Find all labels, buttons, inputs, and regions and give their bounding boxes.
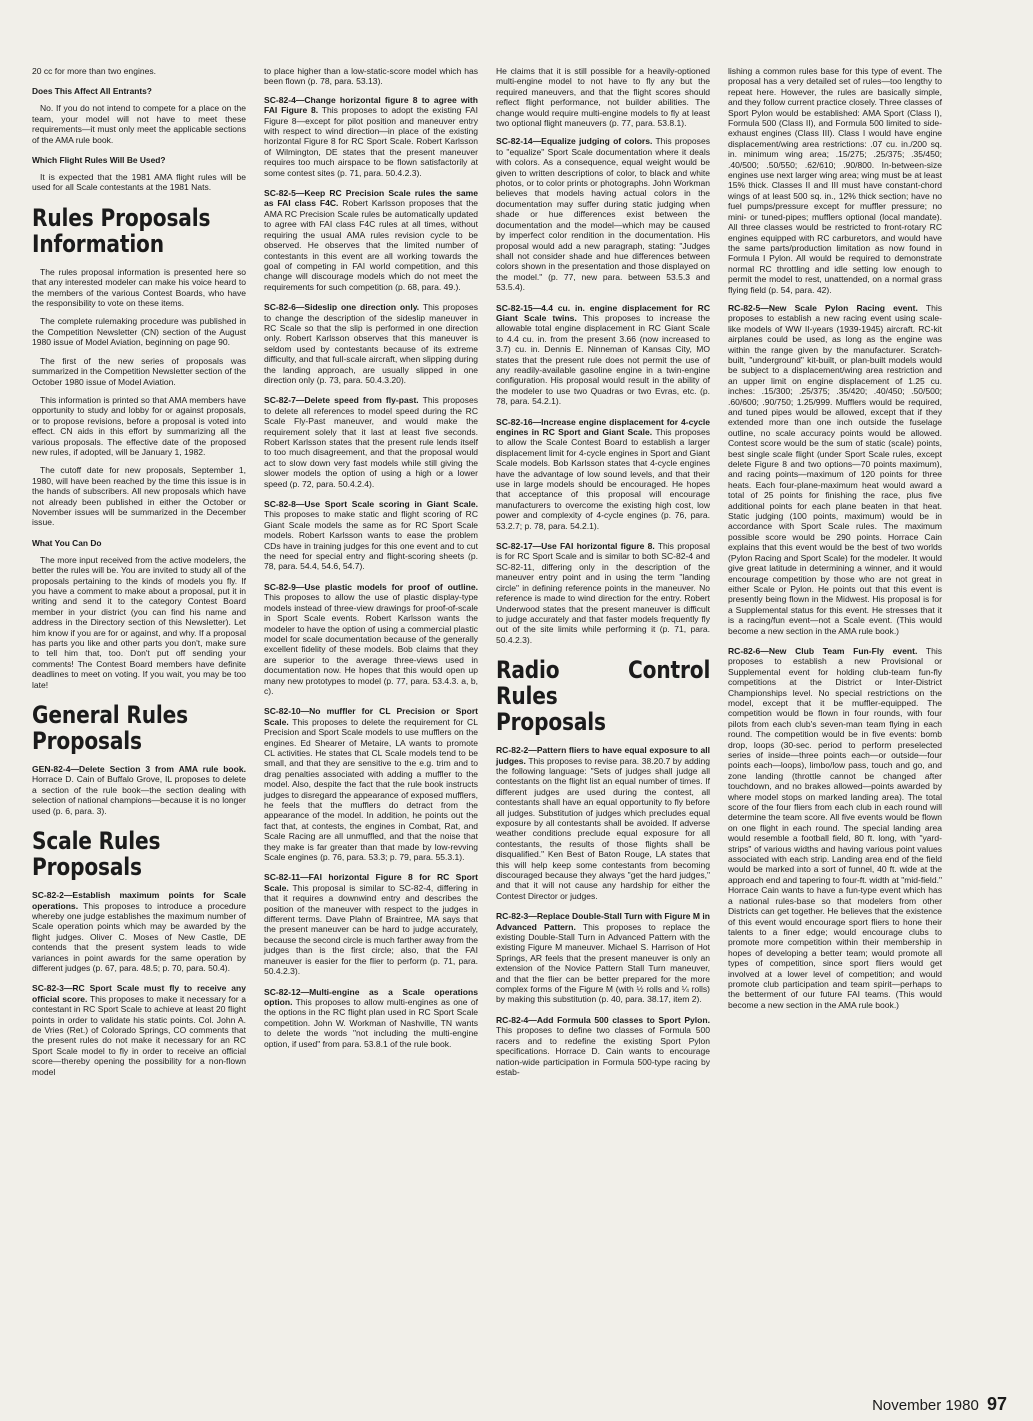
subheading-does-this-affect: Does This Affect All Entrants? xyxy=(32,86,152,97)
proposal-text: This proposes to introduce a procedure whereby one judge establishes the maximum number of Scale operation points which may be awarded by the flight judges. Oliver C. Moses of New Castle, DE contends that the present system leads to wide variances in point awards for the same operation by different judges (p. 67, para. 48.5; p. 70, para. 50.4). xyxy=(32,900,246,973)
paragraph: It is expected that the 1981 AMA flight rules will be used for all Scale contestants at the 1981 Nats. xyxy=(32,172,246,193)
proposal-text: This proposes to establish a new racing event using scale-like models of WW II-years (1939-1945) aircraft. RC-kit airplanes could be used, as long as the engine was within the range given by the manufacturer. Scratch-built, "underground" kit-built, or plan-built models would be subject to a displacement/wing area restriction and an upper limit on engine displacement of 1.25 cu. inches: .15/300; .25/375; .35/420; .40/450; .50/500; .60/600; .90/750; 1.25/999. Mufflers would be required, and tuned pipes would be allowed, except that if they extended more than one inch outside the fuselage outline, no scale accuracy points would be allowed. Contest score would be the sum of static (scale) points, best single scale flight (under Sport Scale rules, except delete Figure 8 and two options—70 points maximum), and racing points—maximum of 120 points for three heats. Each four-plane-maximum heat would award a total of 25 points for finishing the race, plus five additional points for each plane beaten in that heat. Static judging (100 points, maximum) would be in accordance with Sport Scale rules. The maximum possible score would be 290 points. Horrace Cain explains that this event would be the best of two worlds (Pylon Racing and Sport Scale) for the modeler. It would give great latitude in determining a winner, and it would encourage competition by those who are not great in either Scale or Pylon. He points out that this event is presently being flown in the Midwest. His proposal is for a Supplemental status for this event. He stresses that it is a racing/fun event—not a Scale event. (This would become a new section in the AMA rule book.) xyxy=(728,302,942,636)
proposal-code: SC-82-5—Keep RC Precision Scale rules the same as FAI class F4C. xyxy=(264,188,478,209)
proposal-entry xyxy=(496,745,710,901)
proposal-text: This proposes to establish a new Provisional or Supplemental event for holding club-team fun-fly competitions at the District or Inter-District Championships level. No special restrictions on the model, except that it be muffler-equipped. The competition would be flown in four rounds, with four pilots from each club's seven-man team flying in each round. The competition would be in five events: bomb drop, loops (30-sec. period to perform preselected series of inside—three points each—or outside—four points each—loops), limbo/low pass, touch and go, and zone landing (throttle cannot be changed after touchdown, and no brakes allowed—points awarded by where model stops on marked landing area). The total score of the four fliers from each club in each round will determine the team score. All five events would be flown on one flight in each round. The special landing area would resemble a football field, 80 ft. long, with "yard-strips" of various widths and having various point values associated with each strip. Landing area end of the field would be marked into a sort of funnel, 40 ft. wide at the approach end and tapering to four-ft. width at "mid-field." Horrace Cain wants to have a fun-type event which has a national rules-base so that modelers from other Districts can get together. He believes that the existence of this event would encourage sport fliers to hone their talents to a finer edge; would encourage clubs to promote more competition within their membership in hopes of developing a better team; would promote all types of competition, since sport fliers would get involved at a lower level of competition; and would promote club participation and team spirit—perhaps to the betterment of our future FAI teams. (This would become a new section in the AMA rule book.) xyxy=(728,645,942,1010)
proposal-code: SC-82-14—Equalize judging of colors. xyxy=(496,136,653,147)
proposal-code: RC-82-3—Replace Double-Stall Turn with Figure M in Advanced Pattern. xyxy=(496,911,711,932)
proposal-code: SC-82-12—Multi-engine as a Scale operations option. xyxy=(264,986,478,1007)
proposal-entry xyxy=(264,706,478,862)
proposal-code: GEN-82-4—Delete Section 3 from AMA rule book. xyxy=(32,764,246,775)
proposal-entry xyxy=(496,303,710,407)
proposal-text: This proposes to adopt the existing FAI Figure 8—except for pilot position and maneuver entry with respect to wind direction—in place of the existing horizontal Figure 8 for RC Sport Scale. Robert Karlsson of Wilmington, DE states that the present maneuver requires too much airspace to be flown satisfactorily at some contest sites (p. 71, para. 50.4.2.3). xyxy=(264,105,478,178)
proposal-entry xyxy=(264,499,478,572)
continued-text: to place higher than a low-static-score model which has been flown (p. 78, para. 53.13). xyxy=(264,66,478,87)
proposal-text: This proposes to change the description of the sideslip maneuver in RC Scale so that the slip is performed in one direction only. Robert Karlsson observes that this maneuver is seldom used by contestants because of its extreme difficulty, and that full-scale aircraft, when slipping during the landing approach, are usually slipped in one direction only (p. 73, para. 50.4.3.20). xyxy=(264,302,478,385)
proposal-code: RC-82-4—Add Formula 500 classes to Sport Pylon. xyxy=(496,1014,710,1025)
proposal-text: Robert Karlsson proposes that the AMA RC Precision Scale rules be automatically updated to agree with FAI class F4C rules at all times, without requiring the usual AMA rules revision cycle to be observed. He observes that the limited number of contestants in this event are all working towards the goal of competing in FAI world competition, and this change will discourage models which do not meet the requirements for such competition (p. 68, para. 49.). xyxy=(264,198,479,292)
proposal-code: SC-82-2—Establish maximum points for Scale operations. xyxy=(32,890,246,911)
proposal-text: This proposes to delete the requirement for CL Precision and Sport Scale models to use mufflers on the engines. Ed Shearer of Metaire, LA wants to promote CL activities. He states that CL Scale models tend to be small, and that they are sensitive to the e.g. trim and to drag penalties associated with adding a muffler to the model. Also, despite the fact that the rule book instructs judges to disregard the appearance of exposed mufflers, he feels that the mufflers do detract from the appearance of the model. In addition, he points out the fact that, at contests, the engines in Combat, Rat, and Scale Racing are all unmuffled, and that the noise that they make is far greater than that made by low-revving Scale engines (p. 76, para. 53.3; p. 79, para. 55.3.1). xyxy=(264,716,478,863)
proposal-text: This proposes to allow multi-engines as one of the options in the RC flight plan used in RC Sport Scale competition. John W. Workman of Nashville, TN wants to delete the words "not including the multi-engine option, if used" from para. 53.8.1 of the rule book. xyxy=(264,996,478,1049)
paragraph: The rules proposal information is presented here so that any interested modeler can make his voice heard to the members of the various Contest Boards, who have the responsibility to vote on these items. xyxy=(32,266,246,309)
proposal-text: This proposes to make it necessary for a contestant in RC Sport Scale to achieve at least 20 flight points in order to validate his static points. Col. John A. de Vries (Ret.) of Colorado Springs, CO comments that the present rules do not make it necessary for an RC Sport Scale model to fly in order to receive an official score—thereby opening the possibility for a non-flown model xyxy=(32,993,246,1077)
proposal-entry xyxy=(728,646,942,1010)
proposal-entry xyxy=(496,417,710,531)
proposal-code: RC-82-2—Pattern fliers to have equal exposure to all judges. xyxy=(496,745,710,766)
proposal-code: SC-82-4—Change horizontal figure 8 to agree with FAI Figure 8. xyxy=(264,94,478,116)
proposal-code: SC-82-9—Use plastic models for proof of outline. xyxy=(264,581,478,592)
proposal-entry xyxy=(496,541,710,645)
footer-issue-date: November 1980 xyxy=(872,1397,979,1414)
proposal-entry xyxy=(264,188,478,292)
proposal-entry xyxy=(264,582,478,696)
proposal-text: This proposes to allow the use of plastic display-type models instead of three-view drawings for proof-of-scale in Sport Scale events. Robert Karlsson wants the modeler to have the option of using a commercial plastic model for scale documentation because of the generally excellent fidelity of these models. Bob claims that they are superior to the average three-views used in documentation now. He hopes that this would open up many new prototypes to model (p. 77, para. 53.4.3. a, b, c). xyxy=(264,592,478,696)
proposal-entry xyxy=(264,987,478,1049)
proposal-code: SC-82-15—4.4 cu. in. engine displacement for RC Giant Scale twins. xyxy=(496,302,710,323)
proposal-code: RC-82-6—New Club Team Fun-Fly event. xyxy=(728,645,918,656)
paragraph: The complete rulemaking procedure was published in the Competition Newsletter (CN) section of the August 1980 issue of Model Aviation, beginning on page 90. xyxy=(32,316,246,348)
column-4 xyxy=(728,66,942,1020)
paragraph: The first of the new series of proposals was summarized in the Competition Newsletter section of the October 1980 issue of Model Aviation. xyxy=(32,355,246,387)
column-2 xyxy=(264,66,478,1059)
proposal-entry xyxy=(496,136,710,292)
proposal-text: Horrace D. Cain of Buffalo Grove, IL proposes to delete a section of the rule book—the section dealing with selection of national champions—because it is no longer used (p. 6, para. 3). xyxy=(32,774,246,816)
continued-text: lishing a common rules base for this type of event. The proposal has a very detailed set of rules—too lengthy to repeat here. However, the rules are basically simple, and they follow current practice closely. Three classes of Sport Pylon would be established: AMA Sport (Class I), Formula 500 (Class II), and Formula 500 limited to side-exhaust engines (Class III). Class I would have engine displacement/wing area restrictions: .07 cu. in./200 sq. in. minimum wing area; .15/275; .25/375; .35/450; .40/500; .50/550; .62/610; .90/800. In-between-size engines use next larger wing area; wing must be at least 15% thick. Classes II and III must have constant-chord wings of at least 500 sq. in., 12% thick section; have no fuel pumps/pressure except for muffler pressure; no mini- or tuned-pipes; mufflers optional (local mandate). All three classes would be restricted to front-rotary RC engines equipped with RC carburetors, and would have the same parts/production limitation as now found in Formula I Pylon. All would be required to demonstrate normal RC throttling and idle setting low enough to permit the model to rest, unattended, on a normal grass flying field (p. 54, para. 42). xyxy=(728,66,942,295)
proposal-text: This proposes to increase the allowable total engine displacement in RC Giant Scale to 4.4 cu. in. from the present 3.66 (now increased to 3.7) cu. in. Dennis E. Ninneman of Kansas City, MO states that the present rule does not permit the use of any readily-available gasoline engine in a twin-engine configuration. His proposal would result in the ability of the modeler to use two Quadras or two Evras, etc. (p. 78, para. 54.2.1). xyxy=(496,312,710,407)
proposal-code: SC-82-16—Increase engine displacement for 4-cycle engines in RC Sport and Giant Scale. xyxy=(496,416,710,437)
proposal-entry xyxy=(496,1015,710,1077)
proposal-code: SC-82-7—Delete speed from fly-past. xyxy=(264,395,419,406)
headline-radio-control-rules-proposals: Radio Control Rules Proposals xyxy=(496,656,711,737)
proposal-text: This proposes to define two classes of Formula 500 racers and to redefine the existing Sport Pylon specifications. Horrace D. Cain wants to encourage nation-wide participation in Formula 500-type racing by estab- xyxy=(496,1025,710,1077)
proposal-code: RC-82-5—New Scale Pylon Racing event. xyxy=(728,302,918,313)
column-3 xyxy=(496,66,710,1087)
paragraph: The more input received from the active modelers, the better the rules will be. You are invited to study all of the proposals pertaining to the kinds of models you fly. If you have a comment to make about a proposal, put it in writing and send it to the category Contest Board member in your district (you can find his name and address in the Directory section of this Newsletter). Let him know if you are for or against, and why. If a proposal has parts you like and other parts you don't, make sure to tell him that, too. Don't put off sending your comments! The Contest Board members have definite deadlines to meet on voting. If you wait, you may be too late! xyxy=(32,554,246,690)
proposal-entry xyxy=(264,95,478,178)
proposal-entry xyxy=(264,395,478,489)
subheading-which-flight-rules: Which Flight Rules Will Be Used? xyxy=(32,155,166,166)
proposal-code: SC-82-11—FAI horizontal Figure 8 for RC Sport Scale. xyxy=(264,872,478,893)
proposal-code: SC-82-10—No muffler for CL Precision or Sport Scale. xyxy=(264,706,478,727)
proposal-code: SC-82-8—Use Sport Scale scoring in Giant Scale. xyxy=(264,499,478,510)
proposal-entry xyxy=(728,303,942,636)
proposal-entry xyxy=(32,890,246,973)
intro-text: 20 cc for more than two engines. xyxy=(32,66,156,76)
page-number: 97 xyxy=(986,1394,1007,1414)
proposal-code: SC-82-3—RC Sport Scale must fly to receive any official score. xyxy=(32,983,246,1004)
headline-general-rules-proposals: General Rules Proposals xyxy=(32,701,189,756)
proposal-code: SC-82-6—Sideslip one direction only. xyxy=(264,302,420,313)
paragraph: No. If you do not intend to compete for a place on the team, your model will not have to meet these requirements—it must only meet the applicable sections of the AMA rule book. xyxy=(32,103,246,145)
proposal-code: SC-82-17—Use FAI horizontal figure 8. xyxy=(496,541,655,552)
proposal-text: This proposes to "equalize" Sport Scale documentation where it deals with colors. As a consequence, equal weight would be given to written descriptions of color, to black and white photos, or to color prints or photographs. John Workman believes that models having actual colors in the documentation may suffer during static judging when shade or hue differences exist between the documentation and the model—which may be caused by imperfect color rendition in the documentation. His proposal would add a new paragraph, stating: "Judges shall not consider shade and hue differences between colors shown in the presentation and those displayed on the model." (p. 77, new para. between 53.5.3 and 53.5.4). xyxy=(496,136,710,293)
paragraph: The cutoff date for new proposals, September 1, 1980, will have been reached by the time this issue is in the hands of subscribers. All new proposals which have not already been published in either the October or November issues will be summarized in the December issue. xyxy=(32,465,246,528)
proposal-text: This proposes to delete all references to model speed during the RC Scale Fly-Past maneuver, and would make the requirement solely that it last at least five seconds. Robert Karlsson states that the present rule lends itself to too much disagreement, and that the proposal would act to slow down very fast models while still giving the slower models the option of using a high or a lower speed (p. 72, para. 50.4.2.4). xyxy=(264,395,478,489)
page-footer xyxy=(872,1394,1007,1415)
proposal-text: This proposes to revise para. 38.20.7 by adding the following language: "Sets of judges shall judge all contestants on the flight list an equal number of times. If different judges are used during the contest, all contestants shall have an equal opportunity to fly before all judges. Substitution of judges which precludes equal exposure by all contestants shall be avoided. If adverse weather conditions preclude equal exposure for all contestants, the results of those flights shall be disqualified." Ken Best of Baton Rouge, LA states that this will help keep some contestants from becoming discouraged because they always "get the hard judges," and that it will not cause any hardship for either the Contest Director or judges. xyxy=(496,755,710,901)
proposal-text: This proposes to make static and flight scoring of RC Giant Scale models the same as for RC Sport Scale models. Robert Karlsson wants to ease the problem CDs have in training judges for this one event and to cut the need for special entry and flight-scoring sheets (p. 78, para. 54.4, 54.6, 54.7). xyxy=(264,509,478,572)
paragraph: This information is printed so that AMA members have opportunity to study and lobby for or against proposals, or to propose revisions, before a proposal is voted into effect. CN aids in this effort by summarizing all the various proposals. The effective date of the proposed new rules, if adopted, will be January 1, 1982. xyxy=(32,394,246,457)
headline-scale-rules-proposals: Scale Rules Proposals xyxy=(32,827,161,882)
proposal-entry xyxy=(496,911,710,1005)
proposal-text: This proposal is for RC Sport Scale and is similar to both SC-82-4 and SC-82-11, differing only in the description of the maneuver entry point and in using the term "landing circle" in defining reference points in the maneuver. No reference is made to wind direction for the entry. Robert Underwood states that the present maneuver is difficult to judge accurately and that faster models frequently fly out of the site limits while performing it (p. 71, para. 50.4.2.3). xyxy=(496,541,710,645)
proposal-text: This proposes to replace the existing Double-Stall Turn in Advanced Pattern with the existing Figure M maneuver. Michael S. Harrison of Hot Springs, AR feels that the present maneuver is only an extension of the Novice Pattern Stall Turn maneuver, and that the flier can be better prepared for the more complex forms of the Figure M (with ½ rolls and ¼ rolls) by making this substitution (p. 40, para. 38.17, item 2). xyxy=(496,921,710,1005)
proposal-text: This proposal is similar to SC-82-4, differing in that it requires a downwind entry and describes the position of the maneuver with respect to the judges in different terms. Dave Plahn of Braintree, MA says that the present maneuver can be hard to judge accurately, because the second circle is much farther away from the judges than is the first circle; also, that the FAI maneuver is easier for the flier to perform (p. 71, para. 50.4.2.3). xyxy=(264,882,478,977)
proposal-entry xyxy=(32,983,246,1077)
proposal-entry xyxy=(264,302,478,385)
column-1 xyxy=(32,66,246,1087)
proposal-text: This proposes to allow the Scale Contest Board to establish a larger displacement limit for 4-cycle engines in Sport and Giant Scale models. Bob Karlsson states that 4-cycle engines have the advantage of low sound levels, and that their use in large models should be encouraged. He hopes that acceptance of this proposal will encourage manufacturers to overcome the existing high cost, low power and complexity of 4-cycle engines (p. 76, para. 53.2.7; p. 78, para. 54.2.1). xyxy=(496,427,710,531)
proposal-entry xyxy=(264,872,478,976)
proposal-entry xyxy=(32,764,246,816)
headline-rules-proposals-information: Rules Proposals Information xyxy=(32,203,211,258)
continued-text: He claims that it is still possible for a heavily-optioned multi-engine model to not have to fly any but the required maneuvers, and that the flight scores should reflect flight performance, not builder abilities. The change would require multi-engine models to fly at least two optional flight maneuvers (p. 77, para. 53.8.1). xyxy=(496,66,710,129)
subheading-what-you-can-do: What You Can Do xyxy=(32,537,102,548)
